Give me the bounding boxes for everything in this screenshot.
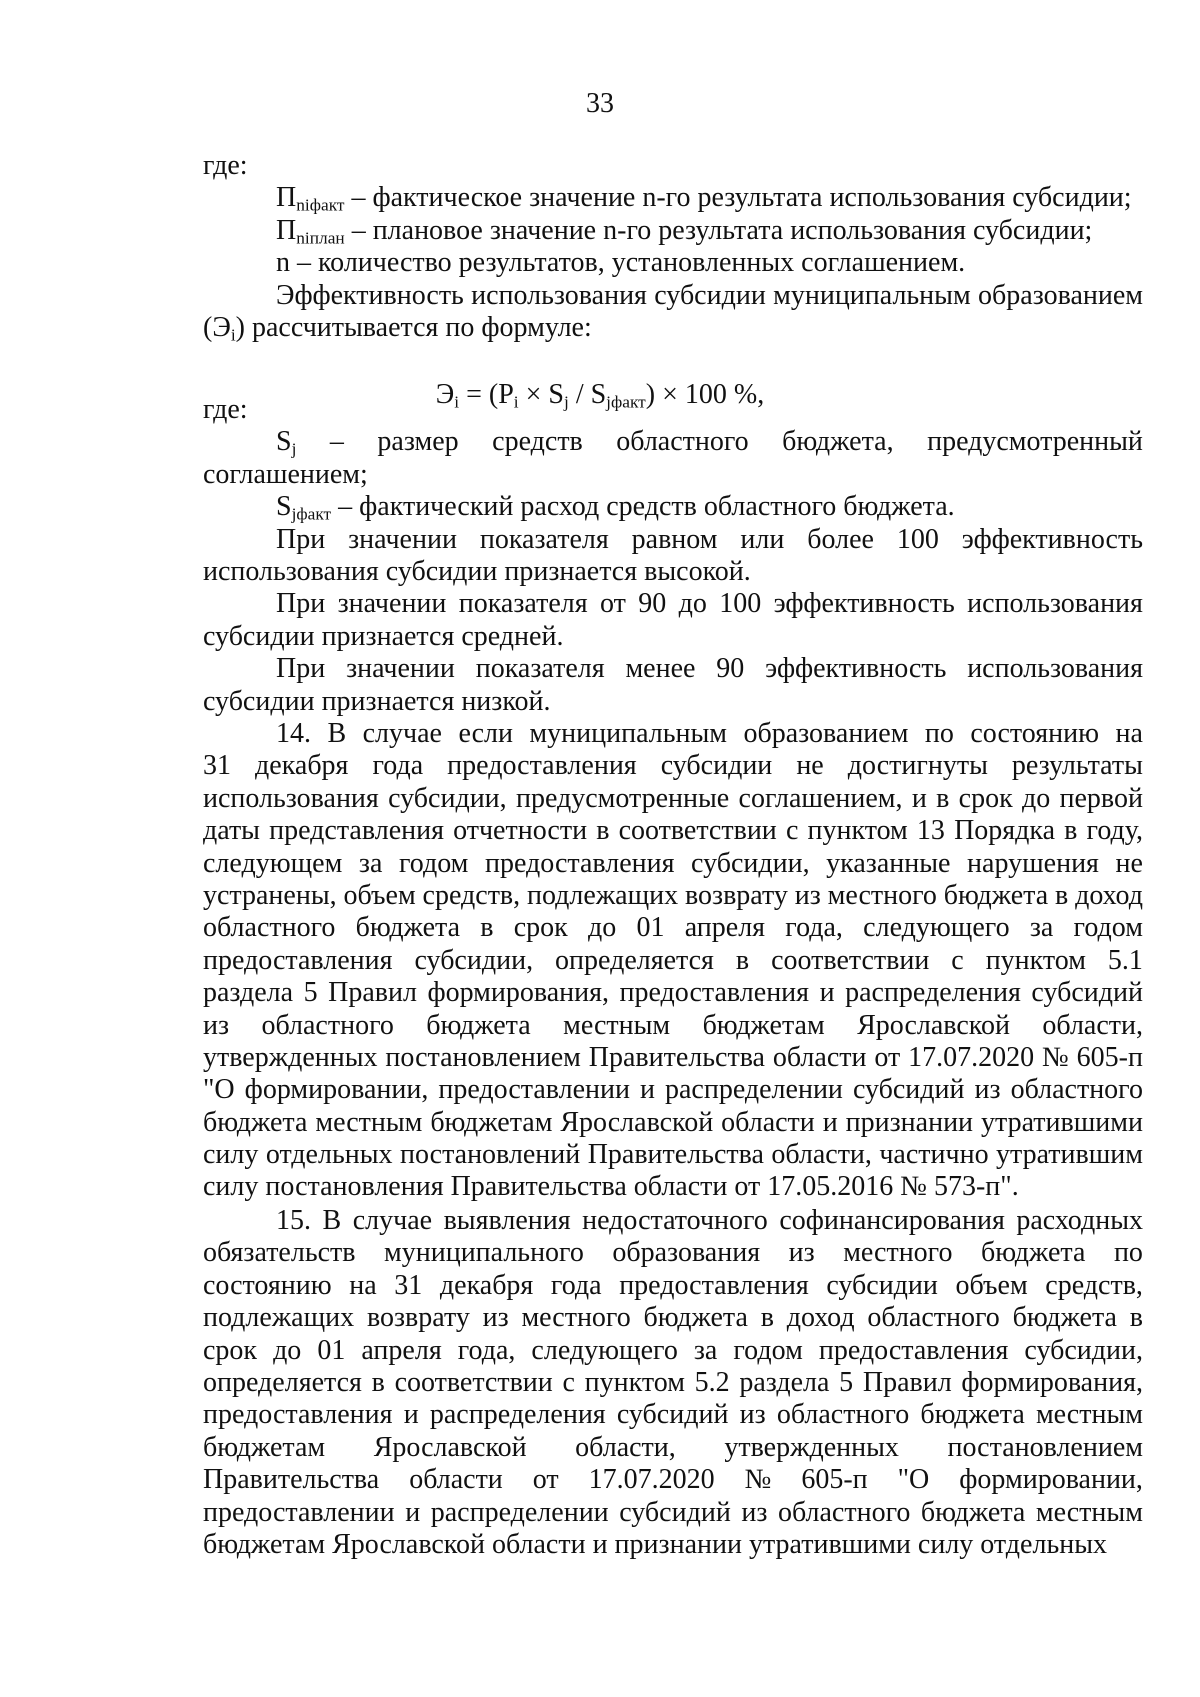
word: с [785, 815, 799, 847]
word: областного [203, 912, 336, 944]
word: В [327, 718, 347, 749]
word: областного [1010, 1074, 1143, 1106]
word: Правительства [588, 1041, 765, 1073]
word: муниципальным [529, 718, 727, 749]
paragraph-15-line [203, 1497, 1143, 1529]
word: определяется [555, 944, 714, 976]
paragraph-14-line [203, 783, 1143, 815]
word: областного [867, 1302, 1000, 1334]
word: недостаточного [582, 1205, 768, 1236]
word: года, [457, 1334, 516, 1366]
word: из [794, 879, 821, 911]
word: "О [203, 1074, 235, 1106]
word: местного [521, 1302, 631, 1334]
word: по [924, 718, 954, 749]
low-efficiency-cont: субсидии признается низкой. [203, 685, 551, 717]
paragraph-15-line [203, 1270, 1143, 1302]
word: предоставления [484, 847, 675, 879]
word: бюджетам [203, 1431, 326, 1463]
paragraph-14-line [203, 880, 1143, 912]
word: утратившими [980, 1106, 1143, 1138]
word: 100 [896, 523, 939, 555]
word: области [772, 1041, 867, 1073]
word: указанные [826, 847, 951, 879]
word: отчетности [453, 815, 588, 847]
word: Порядка [954, 815, 1056, 847]
word: средств [492, 426, 583, 458]
word: по [1113, 1237, 1143, 1269]
word: предоставления [203, 1399, 393, 1431]
word: следующего [531, 1334, 678, 1366]
word: пунктом [584, 1366, 685, 1398]
high-efficiency-cont: использования субсидии признается высокой. [203, 555, 751, 587]
definition-sjfact: $S_{jфакт}$ – фактический расход средств областного бюджета. [276, 491, 955, 524]
word: бюджета [355, 912, 461, 944]
word: за [693, 1334, 718, 1366]
word: следующего [863, 912, 1010, 944]
paragraph-14-line [203, 1010, 1143, 1042]
word: до [1021, 782, 1051, 814]
paragraph-15-line [203, 1302, 1143, 1334]
word: значении [346, 653, 455, 685]
word: распределении [664, 1074, 843, 1106]
word: 5 [303, 977, 318, 1009]
word: силу [203, 1139, 259, 1171]
word: доход [1075, 879, 1143, 911]
word: срок [958, 782, 1013, 814]
word: с [951, 944, 964, 976]
word: отдельных [265, 1139, 393, 1171]
word: распределения [845, 977, 1021, 1009]
word: из [974, 1074, 1001, 1106]
word: формировании, [959, 1464, 1143, 1496]
word: Правил [328, 977, 417, 1009]
word: в [1129, 1302, 1143, 1334]
word: использования [471, 279, 647, 311]
paragraph-15-line [203, 1237, 1143, 1269]
word: 17.07.2020 [588, 1464, 715, 1496]
word: областного [261, 1009, 394, 1041]
word: выявления [443, 1205, 571, 1236]
definition-sj [203, 426, 1143, 458]
word: соответствии [771, 944, 930, 976]
word: средств, [422, 879, 521, 911]
word: образованием [978, 279, 1143, 311]
word: формировании, [244, 1074, 429, 1106]
word: 5 [839, 1366, 854, 1398]
efficiency-intro [203, 280, 1143, 312]
word: состоянию [203, 1269, 332, 1301]
word: субсидии [660, 750, 773, 782]
word: области, [575, 1431, 676, 1463]
word: использования [203, 782, 379, 814]
word: объем [343, 879, 416, 911]
word: 31 [394, 1269, 423, 1301]
paragraph-15-line [203, 1464, 1143, 1496]
word: до [678, 588, 707, 620]
word: в [596, 815, 610, 847]
word: года [372, 750, 424, 782]
word: использования [967, 588, 1143, 620]
word: апреля [361, 1334, 442, 1366]
paragraph-14-line: силу постановления Правительства области от 17.05.2016 № 573-п". [203, 1171, 1019, 1203]
word: подлежащих [203, 1302, 355, 1334]
word: образованием [743, 718, 909, 749]
word: частично [879, 1139, 989, 1171]
word: субсидий [616, 1399, 729, 1431]
word: устранены, [203, 879, 337, 911]
word: 605-п [1076, 1041, 1143, 1073]
word: Эффективность [276, 279, 464, 311]
word: значении [348, 523, 457, 555]
word: области [409, 1464, 503, 1496]
paragraph-15-line [203, 1335, 1143, 1367]
word: бюджета [426, 1009, 531, 1041]
word: даты [203, 815, 260, 847]
word: из [739, 1399, 766, 1431]
word: распределения [429, 1399, 606, 1431]
word: Ярославской [857, 1009, 1010, 1041]
word: на [349, 1269, 377, 1301]
word: и [405, 1496, 421, 1528]
word: раздела [739, 1366, 830, 1398]
page-number: 33 [586, 88, 614, 119]
word: не [1115, 847, 1143, 879]
word: за [358, 847, 383, 879]
word: 17.07.2020 [908, 1041, 1035, 1073]
word: предусмотренный [927, 426, 1143, 458]
word: года [550, 1269, 602, 1301]
word: возврату [685, 879, 788, 911]
word: от [600, 588, 626, 620]
low-efficiency-line [203, 653, 1143, 685]
word: областного [616, 426, 749, 458]
word: 100 [719, 588, 762, 620]
paragraph-14-line [203, 750, 1143, 782]
definition-sj-cont: соглашением; [203, 458, 368, 490]
word: субсидий [619, 1496, 731, 1528]
word: пунктом [807, 815, 908, 847]
word: из [482, 1302, 509, 1334]
word: в [735, 944, 750, 976]
word: субсидии, [1024, 1334, 1143, 1366]
word: предоставлении [203, 1496, 395, 1528]
word: случае [362, 718, 442, 749]
word: расходных [1016, 1205, 1143, 1236]
word: году, [1086, 815, 1143, 847]
word: местным [315, 1106, 423, 1138]
word: местным [1035, 1496, 1143, 1528]
word: эффективность [961, 523, 1143, 555]
word: № [744, 1464, 772, 1496]
word: софинансирования [779, 1205, 1005, 1236]
word: бюджетам [702, 1009, 825, 1041]
paragraph-15-line [203, 1432, 1143, 1464]
word: эффективность [773, 588, 955, 620]
word: № [1042, 1041, 1069, 1073]
word: 605-п [801, 1464, 868, 1496]
word: 13 [916, 815, 945, 847]
high-efficiency-line [203, 524, 1143, 556]
word: до [273, 1334, 302, 1366]
word: средств, [1045, 1269, 1143, 1301]
word: постановлением [385, 1041, 581, 1073]
word: бюджета [643, 1302, 748, 1334]
word: если [458, 718, 513, 749]
word: области [721, 1106, 815, 1138]
word: из [788, 1237, 815, 1269]
word: При [276, 588, 326, 620]
word: 15. [276, 1205, 311, 1236]
word: объем [955, 1269, 1028, 1301]
word: утвержденных [203, 1041, 378, 1073]
word: возврату [366, 1302, 470, 1334]
word: предоставления [619, 977, 810, 1009]
word: на [1115, 718, 1143, 749]
word: до [588, 912, 617, 944]
word: – [329, 426, 344, 458]
word: предоставления [619, 1269, 809, 1301]
word: постановлением [947, 1431, 1143, 1463]
word: из [741, 1496, 768, 1528]
word: декабря [439, 1269, 534, 1301]
word: доход [786, 1302, 855, 1334]
word: бюджета, [782, 426, 894, 458]
word: Ярославской [373, 1431, 527, 1463]
paragraph-14-line [203, 1139, 1143, 1171]
word: за [1029, 912, 1054, 944]
word: предусмотренные [515, 782, 730, 814]
paragraph-14-line [203, 912, 1143, 944]
word: годом [398, 847, 469, 879]
word: распределении [430, 1496, 609, 1528]
word: и [911, 782, 927, 814]
word: или [740, 523, 785, 555]
word: областного [776, 1399, 910, 1431]
efficiency-formula: $Э_i = (P_i \times S_j / S_{jфакт}) \times 100$ %, [435, 379, 765, 412]
word: и [403, 1399, 419, 1431]
word: субсидий [852, 1074, 965, 1106]
paragraph-14-line [203, 718, 1143, 750]
word: менее [625, 653, 696, 685]
word: В [322, 1205, 342, 1236]
word: обязательств [203, 1237, 356, 1269]
word: в [480, 912, 494, 944]
word: 5.2 [694, 1366, 730, 1398]
word: годом [1073, 912, 1143, 944]
paragraph-14 [203, 718, 1143, 1204]
word: области, [1042, 1009, 1143, 1041]
text-block-2 [203, 394, 1143, 718]
word: от [532, 1464, 559, 1496]
word: субсидии [654, 279, 766, 311]
paragraph-14-line [203, 945, 1143, 977]
paragraph-14-line [203, 1074, 1143, 1106]
definition-pfact: $П_{niфакт}$ – фактическое значение n-го результата использования субсидии; [276, 182, 1132, 215]
word: утвержденных [724, 1431, 899, 1463]
word: предоставлении [438, 1074, 630, 1106]
word: муниципального [384, 1237, 584, 1269]
paragraph-15-line [203, 1399, 1143, 1431]
word: более [807, 523, 874, 555]
word: предоставления [818, 1334, 1009, 1366]
word: При [276, 653, 326, 685]
word: и [639, 1074, 655, 1106]
paragraph-15-line: бюджетам Ярославской области и признании утратившими силу отдельных [203, 1528, 1108, 1560]
word: декабря [255, 750, 349, 782]
word: 01 [636, 912, 665, 944]
word: формирования, [427, 977, 609, 1009]
word: субсидии, [414, 944, 534, 976]
word: признании [845, 1106, 974, 1138]
word: значении [337, 588, 447, 620]
word: бюджета [943, 879, 1049, 911]
word: местного [843, 1237, 953, 1269]
word: Правил [862, 1366, 952, 1398]
word: субсидий [1031, 977, 1143, 1009]
word: в [936, 782, 950, 814]
paragraph-15-line [203, 1367, 1143, 1399]
word: подлежащих [527, 879, 679, 911]
word: из [203, 1009, 230, 1041]
word: 14. [276, 718, 311, 749]
word: года, [785, 912, 843, 944]
word: образования [612, 1237, 761, 1269]
word: субсидии, [388, 782, 507, 814]
word: Правительства [203, 1464, 380, 1496]
paragraph-14-line [203, 977, 1143, 1009]
word: областного [777, 1496, 911, 1528]
word: соглашением, [738, 782, 903, 814]
where-label: где: [203, 150, 248, 181]
definition-n: n – количество результатов, установленных соглашением. [276, 247, 966, 279]
word: в [371, 1366, 385, 1398]
where-label-2: где: [203, 394, 248, 425]
word: При [276, 523, 326, 555]
word: случае [352, 1205, 433, 1236]
word: муниципальным [773, 279, 971, 311]
word: апреля [684, 912, 766, 944]
word: эффективность [765, 653, 947, 685]
word: местного [827, 879, 937, 911]
word: предоставления [203, 944, 393, 976]
paragraph-14-line [203, 1107, 1143, 1139]
word: срок [203, 1334, 258, 1366]
word: Правительства [587, 1139, 764, 1171]
word: бюджета [203, 1106, 308, 1138]
word: показателя [479, 523, 609, 555]
word: определяется [203, 1366, 362, 1398]
word: использования [967, 653, 1143, 685]
word: размер [377, 426, 459, 458]
word: представления [269, 815, 444, 847]
word: нарушения [967, 847, 1099, 879]
word: следующем [203, 847, 343, 879]
word: соответствии [394, 1366, 553, 1398]
word: от [874, 1041, 901, 1073]
word: показателя [475, 653, 605, 685]
text-block-1 [203, 150, 1143, 344]
word: предоставления [447, 750, 637, 782]
medium-efficiency-cont: субсидии признается средней. [203, 620, 564, 652]
word: бюджета [920, 1399, 1025, 1431]
word: 01 [317, 1334, 346, 1366]
word: бюджета [981, 1237, 1086, 1269]
word: срок [513, 912, 568, 944]
word: 90 [638, 588, 667, 620]
medium-efficiency-line [203, 588, 1143, 620]
word: и [819, 977, 835, 1009]
word: $S_j$ [276, 426, 297, 459]
word: в [760, 1302, 774, 1334]
word: соответствии [618, 815, 777, 847]
word: бюджета [1012, 1302, 1117, 1334]
definition-pplan: $П_{niплан}$ – плановое значение n-го результата использования субсидии; [276, 214, 1093, 248]
word: бюджета [920, 1496, 1026, 1528]
paragraph-14-line [203, 815, 1143, 847]
word: 31 [203, 750, 231, 782]
efficiency-intro-cont: $(Э_i)$ рассчитывается по формуле: [203, 311, 592, 345]
paragraph-15 [203, 1205, 1143, 1561]
word: субсидии, [691, 847, 810, 879]
word: субсидии [826, 1269, 938, 1301]
word: достигнуты [847, 750, 988, 782]
word: состоянию [970, 718, 1100, 749]
word: "О [897, 1464, 930, 1496]
word: результаты [1011, 750, 1143, 782]
word: бюджетам [430, 1106, 553, 1138]
word: местным [1035, 1399, 1143, 1431]
word: Ярославской [560, 1106, 714, 1138]
word: с [562, 1366, 575, 1398]
word: 5.1 [1107, 944, 1143, 976]
word: в [1064, 815, 1078, 847]
word: в [1055, 879, 1069, 911]
word: утратившим [996, 1139, 1143, 1171]
paragraph-14-line [203, 1042, 1143, 1074]
word: годом [733, 1334, 803, 1366]
word: не [796, 750, 824, 782]
word: равном [631, 523, 718, 555]
paragraph-14-line [203, 848, 1143, 880]
word: и [822, 1106, 838, 1138]
paragraph-15-line [203, 1205, 1143, 1237]
word: первой [1059, 782, 1143, 814]
word: пунктом [985, 944, 1086, 976]
word: формирования, [961, 1366, 1143, 1398]
word: показателя [458, 588, 588, 620]
word: раздела [203, 977, 294, 1009]
word: постановлений [399, 1139, 581, 1171]
word: области, [771, 1139, 872, 1171]
word: местным [563, 1009, 671, 1041]
word: 90 [716, 653, 745, 685]
